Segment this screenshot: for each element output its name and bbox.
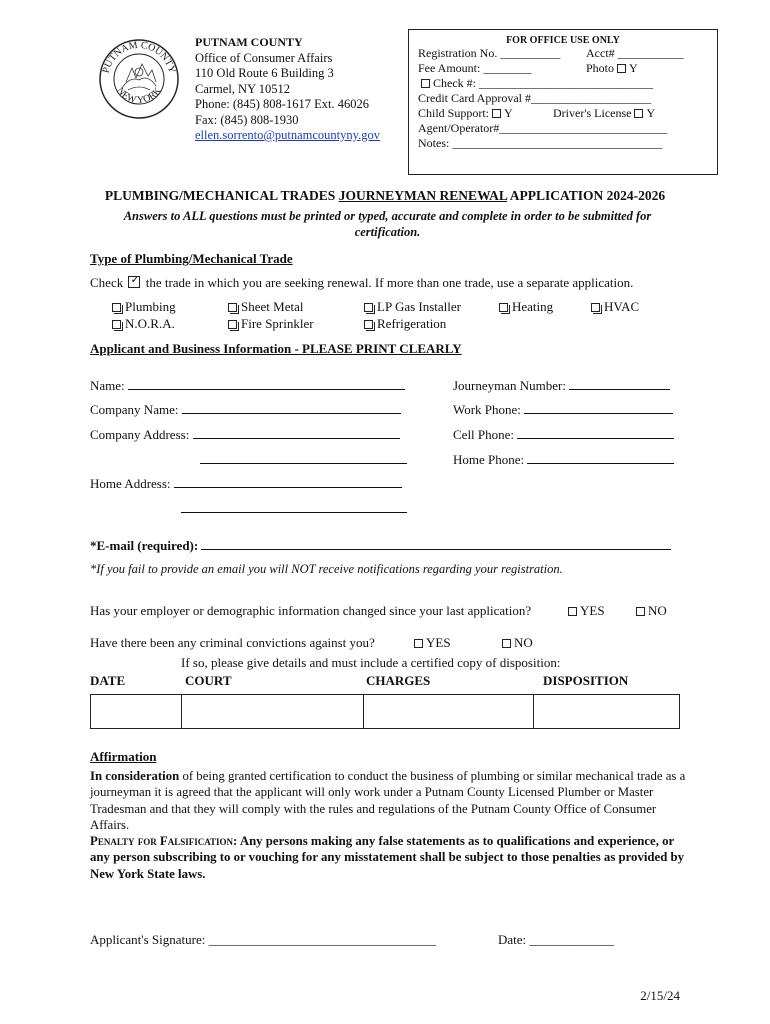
child-support-y: Y <box>504 106 513 120</box>
county-header <box>195 35 380 144</box>
conviction-no[interactable] <box>502 635 533 651</box>
checkbox-icon[interactable] <box>636 607 645 616</box>
journeyman-number-field[interactable] <box>453 377 670 394</box>
conviction-details-instruction: If so, please give details and must include a certified copy of disposition: <box>181 655 561 670</box>
name-label: Name: <box>90 378 125 393</box>
checkbox-icon[interactable] <box>364 303 373 312</box>
no-label: NO <box>648 603 667 618</box>
yes-label: YES <box>426 635 451 650</box>
office-name: Office of Consumer Affairs <box>195 50 333 65</box>
email-label: *E-mail (required): <box>90 538 199 553</box>
trade-option-lp-gas[interactable] <box>364 299 461 315</box>
check-checkbox[interactable] <box>421 79 430 88</box>
trade-section-heading: Type of Plumbing/Mechanical Trade <box>90 251 293 266</box>
employer-change-yes[interactable] <box>568 603 605 619</box>
trade-label: Plumbing <box>125 299 176 314</box>
work-phone-field[interactable] <box>453 401 673 418</box>
fax-number: Fax: (845) 808-1930 <box>195 112 299 127</box>
trade-option-nora[interactable] <box>112 316 175 332</box>
form-title <box>0 188 770 204</box>
checkbox-icon[interactable] <box>414 639 423 648</box>
child-support-label: Child Support: <box>418 106 490 120</box>
drivers-license-y: Y <box>646 106 656 120</box>
charges-cell[interactable] <box>364 695 534 729</box>
trade-option-sheet-metal[interactable] <box>228 299 303 315</box>
applicant-section-heading: Applicant and Business Information - PLEASE PRINT CLEARLY <box>90 341 462 356</box>
checkbox-icon[interactable] <box>364 320 373 329</box>
home-phone-input-line[interactable] <box>527 451 674 464</box>
home-address-line-2[interactable] <box>181 500 407 517</box>
affirmation-body: of being granted certification to conduct the business of plumbing or similar mechanical trade as a journeyman it is agreed that the applicant will only work under a Putnam County Licensed Plumber or Master Tradesman and that they will comply with the rules and regulations of the Putnam County Office of Consumer Affairs. <box>90 769 686 832</box>
table-header-date: DATE <box>90 673 126 688</box>
employer-change-no[interactable] <box>636 603 667 619</box>
check-field: Check #: _____________________________ <box>433 76 653 90</box>
photo-label: Photo <box>586 61 615 75</box>
company-address-line-2[interactable] <box>200 451 407 468</box>
checked-box-icon: ✓ <box>130 274 140 286</box>
affirmation-text <box>90 768 690 833</box>
trade-label: HVAC <box>604 299 640 314</box>
company-address-label: Company Address: <box>90 427 190 442</box>
acct-field: Acct# ___________ <box>586 46 684 60</box>
address-line-1: 110 Old Route 6 Building 3 <box>195 66 334 80</box>
trade-label: Sheet Metal <box>241 299 304 314</box>
home-address-label: Home Address: <box>90 476 171 491</box>
trade-label: Heating <box>512 299 554 314</box>
instruction-text: the trade in which you are seeking renewal. If more than one trade, use a separate application. <box>145 275 634 290</box>
home-address-input-line-2[interactable] <box>181 500 407 513</box>
checkbox-icon[interactable] <box>228 320 237 329</box>
trade-instruction <box>90 275 633 291</box>
svg-text:NEW YORK: NEW YORK <box>114 85 164 107</box>
table-header-court: COURT <box>185 673 232 688</box>
yes-label: YES <box>580 603 605 618</box>
home-phone-label: Home Phone: <box>453 452 525 467</box>
contact-email-link[interactable]: ellen.sorrento@putnamcountyny.gov <box>195 128 380 142</box>
no-label: NO <box>514 635 533 650</box>
instruction-check-word: Check <box>90 275 124 290</box>
county-seal-logo <box>98 38 180 120</box>
drivers-license-checkbox[interactable] <box>634 109 643 118</box>
company-name-label: Company Name: <box>90 402 179 417</box>
child-support-checkbox[interactable] <box>492 109 501 118</box>
trade-option-refrigeration[interactable] <box>364 316 446 332</box>
name-field[interactable] <box>90 377 405 394</box>
name-input-line[interactable] <box>128 377 405 390</box>
county-name: PUTNAM COUNTY <box>195 35 303 49</box>
employer-change-question: Has your employer or demographic information changed since your last application? <box>90 603 532 618</box>
phone-number: Phone: (845) 808-1617 Ext. 46026 <box>195 97 369 111</box>
home-address-field[interactable] <box>90 475 402 492</box>
photo-y-label: Y <box>629 61 638 75</box>
email-input-line[interactable] <box>201 537 671 550</box>
checkbox-icon[interactable] <box>228 303 237 312</box>
trade-option-hvac[interactable] <box>591 299 639 315</box>
table-header-disposition: DISPOSITION <box>543 673 629 688</box>
criminal-conviction-question: Have there been any criminal convictions against you? <box>90 635 375 650</box>
journeyman-number-label: Journeyman Number: <box>453 378 567 393</box>
email-field[interactable] <box>90 537 671 554</box>
table-row <box>91 695 680 729</box>
cell-phone-field[interactable] <box>453 426 674 443</box>
registration-field: Registration No. __________ <box>418 46 561 60</box>
checkbox-icon[interactable] <box>112 303 121 312</box>
trade-option-fire-sprinkler[interactable] <box>228 316 314 332</box>
checkbox-icon[interactable] <box>568 607 577 616</box>
trade-label: Fire Sprinkler <box>241 316 314 331</box>
drivers-license-label: Driver's License <box>553 106 632 120</box>
company-name-field[interactable] <box>90 401 401 418</box>
company-address-input-line[interactable] <box>193 426 400 439</box>
checkbox-icon[interactable] <box>499 303 508 312</box>
form-instructions: Answers to ALL questions must be printed or typed, accurate and complete in order to be submitted for certification. <box>123 209 652 239</box>
affirmation-heading: Affirmation <box>90 749 157 764</box>
date-field[interactable]: Date: _____________ <box>498 932 614 947</box>
office-use-box <box>408 29 718 175</box>
title-part-3: APPLICATION 2024-2026 <box>507 188 666 203</box>
trade-option-plumbing[interactable] <box>112 299 176 315</box>
checkbox-icon[interactable] <box>112 320 121 329</box>
conviction-yes[interactable] <box>414 635 451 651</box>
trade-label: N.O.R.A. <box>125 316 175 331</box>
notes-field: Notes: ___________________________________ <box>418 136 663 150</box>
checkbox-icon[interactable] <box>502 639 511 648</box>
address-line-2: Carmel, NY 10512 <box>195 81 291 96</box>
company-name-input-line[interactable] <box>182 401 401 414</box>
signature-field[interactable]: Applicant's Signature: ___________________________________ <box>90 932 437 947</box>
home-phone-field[interactable] <box>453 451 674 468</box>
cell-phone-input-line[interactable] <box>517 426 674 439</box>
trade-label: LP Gas Installer <box>377 299 461 314</box>
penalty-label: Penalty for Falsification: <box>90 834 238 848</box>
title-part-1: PLUMBING/MECHANICAL TRADES <box>104 188 339 203</box>
journeyman-number-input-line[interactable] <box>569 377 670 390</box>
penalty-body: Any persons making any false statements as to qualifications and experience, or any person subscribing to or vouching for any misstatement shall be subject to those penalties as provided by New York State laws. <box>90 834 685 881</box>
cell-phone-label: Cell Phone: <box>453 427 515 442</box>
disposition-cell[interactable] <box>534 695 680 729</box>
company-address-field[interactable] <box>90 426 400 443</box>
penalty-text <box>90 833 690 882</box>
trade-label: Refrigeration <box>377 316 447 331</box>
work-phone-label: Work Phone: <box>453 402 521 417</box>
photo-checkbox[interactable] <box>617 64 626 73</box>
company-address-input-line-2[interactable] <box>200 451 407 464</box>
trade-option-heating[interactable] <box>499 299 553 315</box>
work-phone-input-line[interactable] <box>524 401 673 414</box>
court-cell[interactable] <box>182 695 364 729</box>
email-warning-note: *If you fail to provide an email you will NOT receive notifications regarding your registration. <box>90 562 563 576</box>
date-cell[interactable] <box>91 695 182 729</box>
table-header-charges: CHARGES <box>366 673 431 688</box>
agent-field: Agent/Operator#____________________________ <box>418 121 668 135</box>
home-address-input-line[interactable] <box>174 475 402 488</box>
credit-card-field: Credit Card Approval #____________________ <box>418 91 651 105</box>
convictions-table <box>90 694 680 729</box>
office-use-title: FOR OFFICE USE ONLY <box>506 35 620 46</box>
affirmation-lead: In consideration <box>90 769 180 783</box>
checkbox-icon[interactable] <box>591 303 600 312</box>
svg-text:PUTNAM COUNTY: PUTNAM COUNTY <box>100 39 178 75</box>
title-part-2: JOURNEYMAN RENEWAL <box>338 188 508 203</box>
fee-field: Fee Amount: ________ <box>418 61 532 75</box>
revision-date: 2/15/24 <box>640 988 680 1003</box>
